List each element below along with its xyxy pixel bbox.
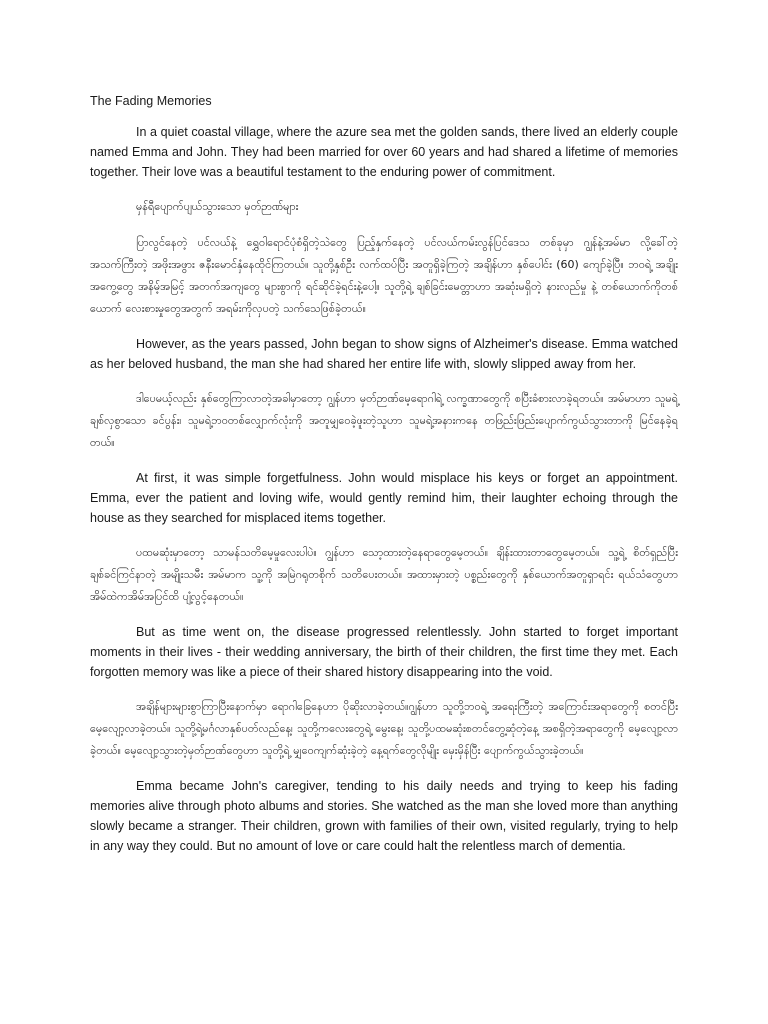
paragraph-en: However, as the years passed, John began to show signs of Alzheimer's disease. Emma watched as her beloved husband, the man she had shared her entire life with, slowly slipped away from her. bbox=[90, 337, 678, 371]
document-body bbox=[90, 92, 678, 870]
paragraph-my: ပထမဆုံးမှာတော့ သာမန်သတိမေ့မှုလေးပါပဲ။ ဂျွန်ဟာ သော့ထားတဲ့နေရာတွေမေ့တယ်။ ချိန်းထားတာတွေမေ့တယ်။ သူ့ရဲ့ စိတ်ရှည်ပြီး ချစ်ခင်ကြင်နာတဲ့ အမျိုးသမီး အမ်မာက သူ့ကို အမြဲဂရုတစိုက် သတိပေးတယ်။ အထားမှားတဲ့ ပစ္စည်းတွေကို နှစ်ယောက်အတူရှာရင်း ရယ်သံတွေဟာ အိမ်ထဲကအိမ်အပြင်ထိ ပျံ့လွင့်နေတယ်။ bbox=[90, 546, 678, 603]
paragraph-my: အချိန်များများစွာကြာပြီးနောက်မှာ ရောဂါခြေနေဟာ ပိုဆိုးလာခဲ့တယ်။ဂျွန်ဟာ သူတို့ဘဝရဲ့ အရေးကြီးတဲ့ အကြောင်းအရာတွေကို စတင်ပြီးမေ့လျော့လာခဲ့တယ်။ သူတို့ရဲ့မင်္ဂလာနှစ်ပတ်လည်နေ့၊ သူတို့ကလေးတွေရဲ့ မွေးနေ့၊ သူတို့ပထမဆုံးစတင်တွေ့ဆုံတဲ့နေ့ အစရှိတဲ့အရာတွေကို မေ့လျော့လာခဲ့တယ်။ မေ့လျော့သွားတဲ့မှတ်ဉာဏ်တွေဟာ သူတို့ရဲ့ မျှဝေကျက်ဆုံးခဲ့တဲ့ နေ့ရက်တွေလိုမျိုး မှေးမှိန်ပြီး ပျောက်ကွယ်သွားခဲ့တယ်။ bbox=[90, 700, 678, 757]
paragraph-my: ဒါပေမယ့်လည်း နှစ်တွေကြာလာတဲ့အခါမှာတော့ ဂျွန်ဟာ မှတ်ဉာဏ်မေ့ရောဂါရဲ့ လက္ခဏာတွေကို စပြီးခံစားလာခဲ့ရတယ်။ အမ်မာဟာ သူမရဲ့ချစ်လှစွာသော ခင်ပွန်း၊ သူမရဲ့ဘဝတစ်လျှောက်လုံးကို အတူမျှဝေခဲ့ဖူးတဲ့သူဟာ သူမရဲ့အနားကနေ တဖြည်းဖြည်းပျောက်ကွယ်သွားတာကို မြင်နေခဲ့ရတယ်။ bbox=[90, 392, 678, 449]
document-title: The Fading Memories bbox=[90, 94, 212, 108]
paragraph-en: But as time went on, the disease progressed relentlessly. John started to forget important moments in their lives - their wedding anniversary, the birth of their children, the first time they met. Each forgotten memory was like a piece of their shared history disappearing into the void. bbox=[90, 625, 678, 679]
paragraph-en: At first, it was simple forgetfulness. John would misplace his keys or forget an appointment. Emma, ever the patient and loving wife, would gently remind him, their laughter echoing through the house as they searched for misplaced items together. bbox=[90, 471, 678, 525]
paragraph-en: Emma became John's caregiver, tending to his daily needs and trying to keep his fading memories alive through photo albums and stories. She watched as the man she loved more than anything slowly became a stranger. Their children, grown with families of their own, visited regularly, trying to help in any way they could. But no amount of love or care could halt the relentless march of dementia. bbox=[90, 779, 678, 853]
paragraph-en: In a quiet coastal village, where the azure sea met the golden sands, there lived an elderly couple named Emma and John. They had been married for over 60 years and had shared a lifetime of memories together. Their love was a beautiful testament to the enduring power of commitment. bbox=[90, 125, 678, 179]
paragraph-my: ပြာလွင်နေတဲ့ ပင်လယ်နဲ့ ရွှေဝါရောင်ပုံစံရှိတဲ့သဲတွေ ပြည့်နှက်နေတဲ့ ပင်လယ်ကမ်းလွန်ပြင်ဒေသ တစ်ခုမှာ ဂျွန်နဲ့အမ်မာ လို့ခေါ်တဲ့ အသက်ကြီးတဲ့ အဖိုးအဖွား ဇနီးမောင်နှံနေထိုင်ကြတယ်။ သူတို့နှစ်ဦး လက်ထပ်ပြီး အတူရှိခဲ့ကြတဲ့ အချိန်ဟာ နှစ်ပေါင်း (60) ကျော်ခဲ့ပြီ။ ဘဝရဲ့ အချိုးအကွေ့တွေ အနိမ့်အမြင့် အတက်အကျတွေ များစွာကို ရင်ဆိုင်ခဲ့ရင်းနဲ့ပေါ့။ သူတို့ရဲ့ ချစ်ခြင်းမေတ္တာဟာ အဆုံးမရှိတဲ့ နားလည်မှု နဲ့ တစ်ယောက်ကိုတစ်ယောက် လေးစားမှုတွေအတွက် အရမ်းကိုလှပတဲ့ သက်သေဖြစ်ခဲ့တယ်။ bbox=[90, 236, 678, 315]
paragraph-my-heading: မှန်ရီပျောက်ပျယ်သွားသော မှတ်ဉာဏ်များ bbox=[136, 200, 299, 213]
